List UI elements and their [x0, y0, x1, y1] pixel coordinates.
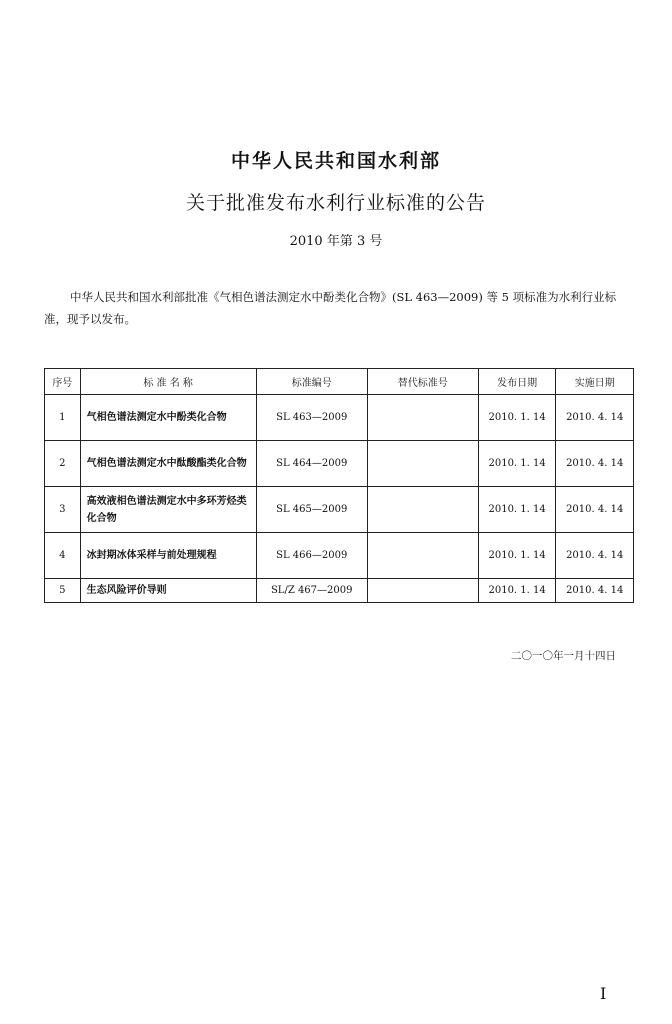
cell-seq: 1 [45, 395, 81, 441]
cell-replaces [367, 441, 478, 487]
cell-effective: 2010. 4. 14 [556, 533, 634, 579]
cell-replaces [367, 395, 478, 441]
page-number: I [600, 984, 607, 1003]
cell-published: 2010. 1. 14 [478, 579, 556, 603]
cell-effective: 2010. 4. 14 [556, 441, 634, 487]
cell-code: SL 466—2009 [256, 533, 367, 579]
cell-seq: 4 [45, 533, 81, 579]
header-replaces: 替代标准号 [367, 369, 478, 395]
announcement-number: 2010 年第 3 号 [289, 234, 383, 249]
cell-replaces [367, 487, 478, 533]
cell-published: 2010. 1. 14 [478, 487, 556, 533]
cell-effective: 2010. 4. 14 [556, 487, 634, 533]
cell-name: 气相色谱法测定水中酚类化合物 [80, 395, 256, 441]
standards-table [44, 368, 634, 603]
cell-seq: 5 [45, 579, 81, 603]
cell-seq: 3 [45, 487, 81, 533]
cell-seq: 2 [45, 441, 81, 487]
cell-replaces [367, 579, 478, 603]
cell-published: 2010. 1. 14 [478, 441, 556, 487]
cell-code: SL 465—2009 [256, 487, 367, 533]
announcement-date: 二〇一〇年一月十四日 [511, 650, 616, 662]
table-row [45, 533, 634, 579]
table-row [45, 441, 634, 487]
cell-code: SL 464—2009 [256, 441, 367, 487]
cell-published: 2010. 1. 14 [478, 533, 556, 579]
header-published: 发布日期 [478, 369, 556, 395]
cell-replaces [367, 533, 478, 579]
table-row [45, 579, 634, 603]
cell-name: 生态风险评价导则 [80, 579, 256, 603]
issuer-heading: 中华人民共和国水利部 [230, 150, 441, 172]
table-row [45, 487, 634, 533]
table-row [45, 395, 634, 441]
announcement-title: 关于批准发布水利行业标准的公告 [185, 192, 486, 214]
cell-name: 气相色谱法测定水中酞酸酯类化合物 [80, 441, 256, 487]
cell-name: 冰封期冰体采样与前处理规程 [80, 533, 256, 579]
cell-name: 高效液相色谱法测定水中多环芳烃类化合物 [80, 487, 256, 533]
cell-published: 2010. 1. 14 [478, 395, 556, 441]
header-name: 标 准 名 称 [80, 369, 256, 395]
header-seq: 序号 [45, 369, 81, 395]
table-header-row [45, 369, 634, 395]
cell-effective: 2010. 4. 14 [556, 395, 634, 441]
cell-effective: 2010. 4. 14 [556, 579, 634, 603]
header-code: 标准编号 [256, 369, 367, 395]
cell-code: SL 463—2009 [256, 395, 367, 441]
cell-code: SL/Z 467—2009 [256, 579, 367, 603]
header-effective: 实施日期 [556, 369, 634, 395]
announcement-body: 中华人民共和国水利部批准《气相色谱法测定水中酚类化合物》(SL 463—2009) 等 5 项标准为水利行业标准，现予以发布。 [44, 290, 617, 326]
